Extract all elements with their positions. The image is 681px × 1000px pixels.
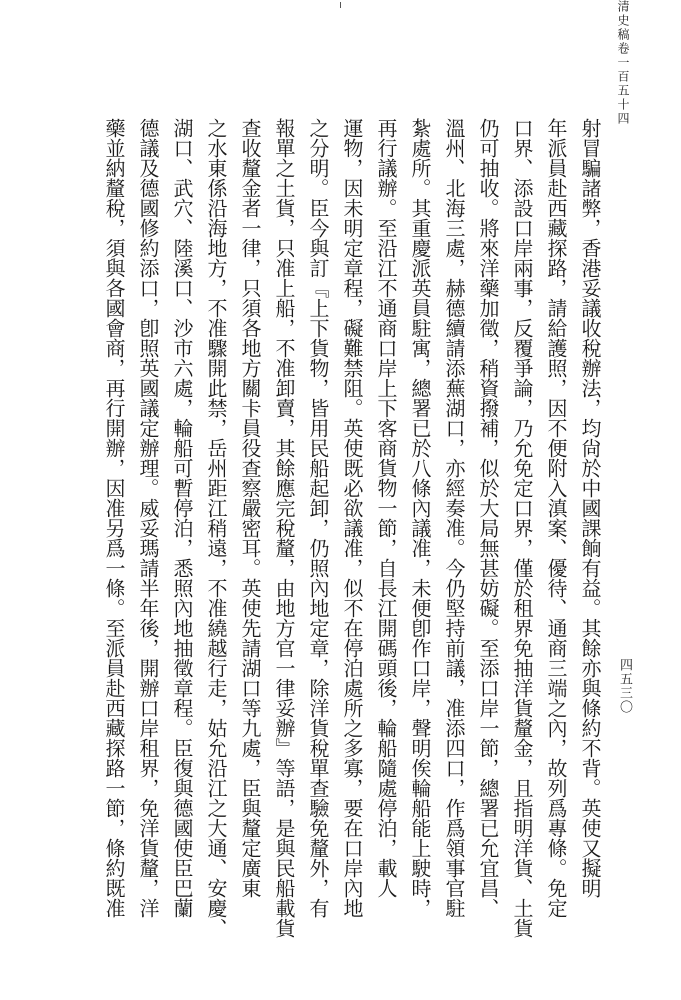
text-column: 湖口、武穴、陸溪口、沙市六處，輪船可暫停泊，悉照內地抽徵章程。臣復與德國使臣巴蘭 (170, 118, 194, 918)
text-column: 紮處所。其重慶派英員駐寓，總署已於八條內議准，未便卽作口岸，聲明俟輪船能上駛時， (408, 118, 432, 918)
text-column: 德議及德國修約添口，卽照英國議定辦理。威妥瑪請半年後，開辦口岸租界，免洋貨釐，洋 (136, 118, 160, 918)
running-head-title: 清史稿卷一百五十四 (616, 0, 630, 126)
text-column: 之分明。臣今與訂『上下貨物，皆用民船起卸，仍照內地定章，除洋貨稅單查驗免釐外，有 (306, 118, 330, 918)
page-number: 四五三〇 (617, 658, 632, 714)
text-column: 射冒騙諸弊，香港妥議收稅辦法，均尙於中國課餉有益。其餘亦與條約不背。英使又擬明 (578, 118, 602, 898)
text-column: 年派員赴西藏探路，請給護照，因不便附入滇案、優待、通商三端之內，故列爲專條。免定 (544, 118, 568, 918)
text-column: 查收釐金者一律，只須各地方關卡員役查察嚴密耳。英使先請湖口等九處，臣與釐定廣東 (238, 118, 262, 898)
text-column: 之水東係沿海地方，不准驟開此禁，岳州距江稍遠，不准繞越行走，姑允沿江之大通、安慶、 (204, 118, 228, 938)
text-column: 報單之土貨，只准上船，不准卸賣，其餘應完稅釐，由地方官一律妥辦』等語，是與民船載貨 (272, 118, 296, 938)
top-margin-tick (340, 2, 341, 8)
text-column: 口界、添設口岸兩事，反覆爭論，乃允免定口界，僅於租界免抽洋貨釐金，且指明洋貨、土貨 (510, 118, 534, 938)
text-column: 溫州、北海三處，赫德續請添蕪湖口，亦經奏准。今仍堅持前議，准添四口，作爲領事官駐 (442, 118, 466, 918)
text-column: 藥並納釐稅，須與各國會商，再行開辦，因准另爲一條。至派員赴西藏探路一節，條約既准 (102, 118, 126, 918)
text-column: 仍可抽收。將來洋藥加徵，稍資撥補，似於大局無甚妨礙。至添口岸一節，總署已允宜昌、 (476, 118, 500, 918)
vertical-text-block (28, 118, 606, 998)
text-column: 再行議辦。至沿江不通商口岸上下客商貨物一節，自長江開碼頭後，輪船隨處停泊，載人 (374, 118, 398, 898)
text-column: 運物，因未明定章程，礙難禁阻。英使既必欲議准，似不在停泊處所之多寡，要在口岸內地 (340, 118, 364, 918)
